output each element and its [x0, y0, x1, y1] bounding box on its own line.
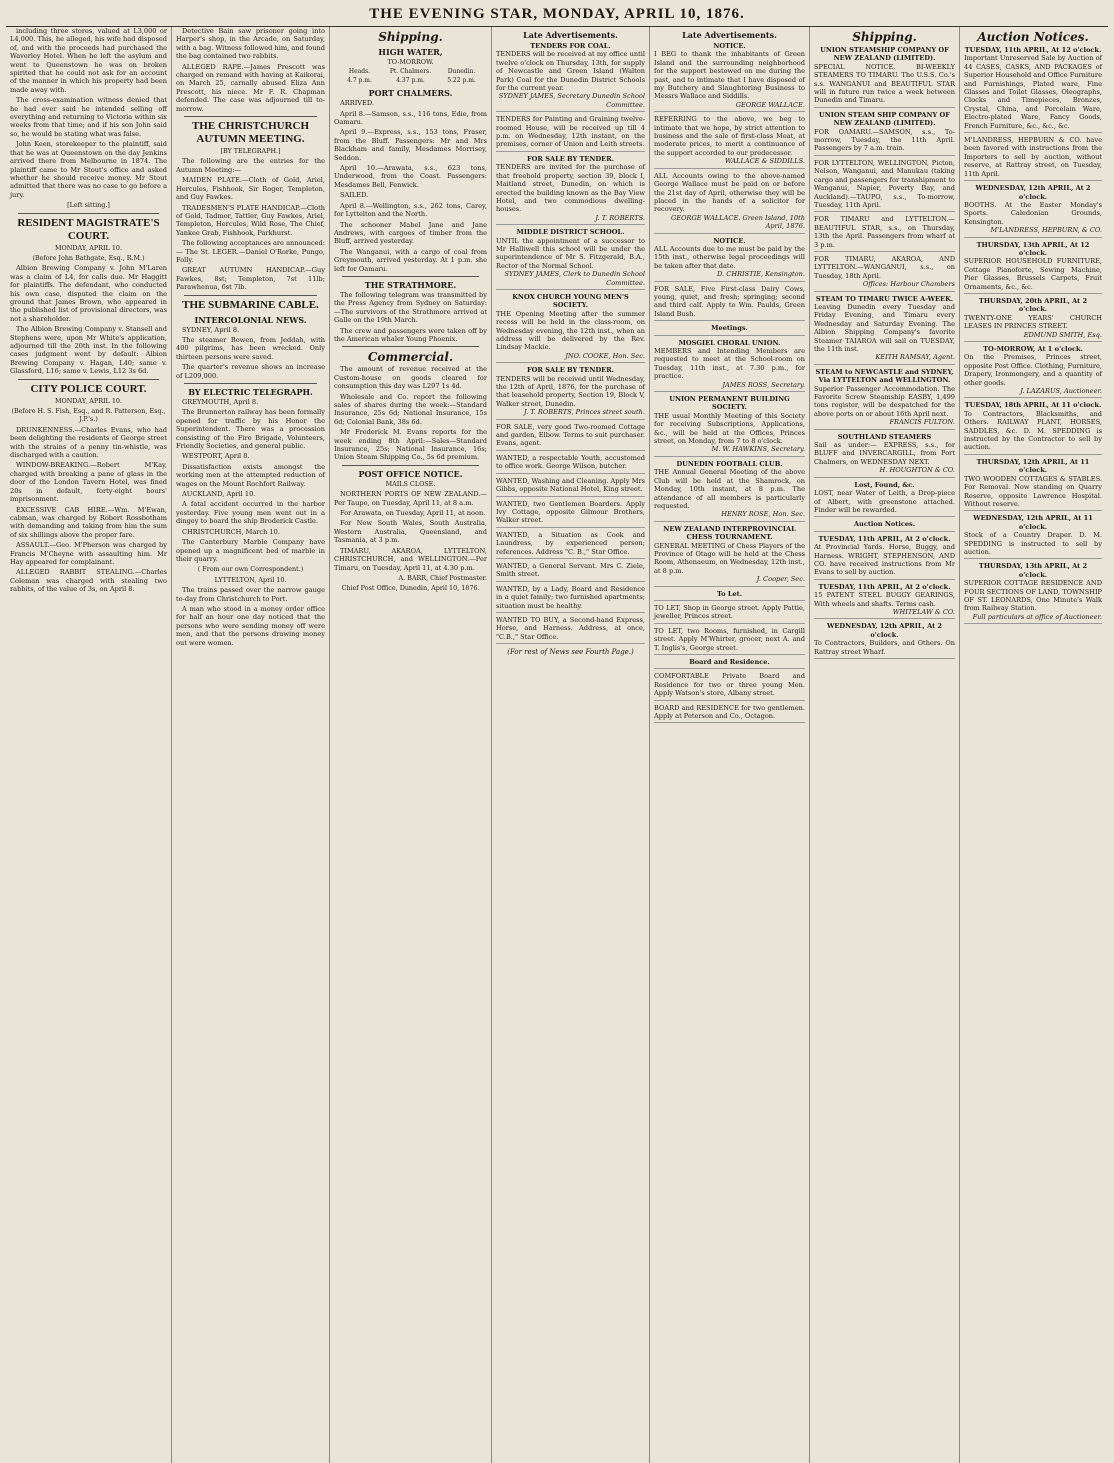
- shipping-paragraph: April 9.—Express, s.s., 153 tons, Fraser, from the Bluff. Passengers: Mr and Mrs Blackham and family, Mesdames Morrisey, Seddon.: [334, 128, 487, 162]
- port-title: PORT CHALMERS.: [368, 88, 453, 99]
- tide-entry: [436, 68, 487, 85]
- advertisement: [654, 338, 805, 392]
- ad-signature: Full particulars at office of Auctioneer.: [972, 612, 1102, 621]
- cable-paragraph: The quarter's revenue shows an increase of L209,000.: [176, 363, 325, 380]
- cable-paragraph: The steamer Bowen, from Jeddah, with 400 pilgrims, has been wrecked. Only thirteen persons were saved.: [176, 335, 325, 361]
- ad-signature: HENRY ROSE, Hon. Sec.: [721, 510, 805, 519]
- lyttelton-paragraph: A man who stood in a money order office for half an hour one day noticed that the persons who were sending money off were men, and that the persons drawing money out were women.: [176, 604, 325, 647]
- cable-paragraph: SYDNEY, April 8.: [182, 325, 240, 334]
- late-ads-title: Late Advertisements.: [523, 30, 618, 40]
- telegraph-paragraph: WESTPORT, April 8.: [182, 452, 250, 461]
- ad-body: TENDERS will be received until Wednesday, the 12th of April, 1876, for the purchase of that leasehold property, Section 19, Block V, Walker street, Dunedin.: [496, 374, 645, 408]
- post-office-line: Chief Post Office, Dunedin, April 10, 1876.: [341, 584, 480, 593]
- advertisement: [654, 284, 805, 322]
- advertisement: [964, 457, 1102, 511]
- ad-title: WEDNESDAY, 12th APRIL, At 2 o'clock.: [975, 184, 1091, 201]
- ad-title: SOUTHLAND STEAMERS: [837, 432, 932, 441]
- advertisement: [496, 41, 645, 112]
- advertisement: [496, 561, 645, 582]
- ad-body: SUPERIOR COTTAGE RESIDENCE AND FOUR SECTIONS OF LAND, TOWNSHIP OF ST. LEONARDS, One Minute's Walk from Railway Station.: [964, 579, 1102, 613]
- ad-signature: J. Cooper, Sec.: [756, 575, 805, 584]
- ad-body: I BEG to thank the inhabitants of Green Island and the surrounding neighborhood for the support bestowed on me during the past, and to intimate that I have disposed of my Butchery and Slaughtering Business to Messrs Wallace and Siddills.: [654, 50, 805, 101]
- court-date: MONDAY, APRIL 10.: [54, 243, 122, 252]
- advertisement: [814, 45, 955, 108]
- police-paragraph: DRUNKENNESS.—Charles Evans, who had been delighting the residents of George street with the strains of a penny tin-whistle, was discharged with a caution.: [10, 425, 167, 460]
- ad-title: MOSGIEL CHORAL UNION.: [678, 338, 781, 347]
- ad-body: At Provincial Yards. Horse, Buggy, and Harness. WRIGHT, STEPHENSON, AND CO. have received instructions from Mr Evans to sell by auction.: [814, 543, 955, 577]
- ad-body: FOR TIMARU, AKAROA, AND LYTTELTON.—WANGANUI, s.s., on Tuesday, 18th April.: [814, 254, 955, 280]
- ad-body: WANTED, Washing and Cleaning. Apply Mrs Gibbs, opposite National Hotel, King street.: [496, 476, 645, 494]
- ad-body: SPECIAL NOTICE. BI-WEEKLY STEAMERS TO TIMARU. The U.S.S. Co.'s s.s. WANGANUI and BEAUTIFUL STAR will in future run twice a week between Dunedin and Timaru.: [814, 62, 955, 105]
- advertisement: [964, 45, 1102, 133]
- advertisement: [496, 422, 645, 451]
- race-paragraph: The following acceptances are announced:— The St. LEGER.—Daniel O'Rorke, Pungo, Folly.: [176, 239, 325, 264]
- ad-signature: M'LANDRESS, HEPBURN, & CO.: [990, 226, 1102, 235]
- cc-title: THE CHRISTCHURCH AUTUMN MEETING.: [191, 120, 310, 146]
- telegraph-paragraph: Dissatisfaction exists amongst the working men at the attempted reduction of wages on the Mount Rochfort Railway.: [176, 462, 325, 488]
- advertisement: [964, 296, 1102, 342]
- ad-signature: GEORGE WALLACE.: [735, 100, 805, 109]
- ad-body: WANTED, two Gentlemen Boarders. Apply Ivy Cottage, opposite Gilmour Brothers, Walker street.: [496, 499, 645, 525]
- tide-place: Dunedin.: [447, 68, 476, 76]
- advertisement: [654, 171, 805, 234]
- high-water-sub: TO-MORROW.: [387, 58, 434, 66]
- ad-signature: M. W. HAWKINS, Secretary.: [711, 445, 805, 454]
- court-title: RESIDENT MAGISTRATE'S COURT.: [17, 216, 160, 242]
- column-5: [650, 27, 810, 1463]
- race-paragraph: TRADESMEN'S PLATE HANDICAP.—Cloth of Gold, Tadmor, Tattler, Guy Fawkes, Ariel, Templeton, Hercules, Wild Rose, The Chief, Yankee Grab, Fishhook, Parkhurst.: [176, 203, 325, 237]
- ad-body: TENDERS are invited for the purchase of that freehold property, section 39, block I, Maitland street, Dunedin, on which is erected the building known as the Bay View Hotel, and two commodious dwelling-houses.: [496, 163, 645, 214]
- ad-title: Auction Notices.: [853, 520, 916, 529]
- ad-body: THE Annual General Meeting of the above Club will be held at the Shamrock, on Monday, 10th instant, at 8 p.m. The attendance of all members is particularly requested.: [654, 468, 805, 510]
- tide-table: [334, 68, 487, 85]
- ad-body: TWO WOODEN COTTAGES & STABLES. For Removal. Now standing on Quarry Reserve, opposite Lawrence Hospital. Without reserve.: [964, 474, 1102, 508]
- advertisement: [496, 154, 645, 225]
- ad-body: WANTED, a General Servant. Mrs C. Ziele, Smith street.: [496, 561, 645, 579]
- ad-body: TO LET, Shop in George street. Apply Pattie, jeweller, Princes street.: [654, 603, 805, 621]
- shipping-paragraph: April 10.—Arawata, s.s., 623 tons, Underwood, from the Coast. Passengers: Mesdames Bell, Fenwick.: [334, 164, 487, 189]
- ad-body: BOARD and RESIDENCE for two gentlemen. Apply at Peterson and Co., Octagon.: [654, 703, 805, 721]
- post-title: POST OFFICE NOTICE.: [358, 468, 463, 479]
- ad-title: TENDERS FOR COAL.: [530, 42, 611, 50]
- advertisement: [496, 615, 645, 644]
- court-paragraph: Albion Brewing Company v. John M'Laren was a claim of L4, for calls due. Mr Haggitt for plaintiffs. The defendant, who conducted his own case, disputed the claim on the ground that James Brown, who appeared in the published list of provisional directors, was not a shareholder.: [10, 264, 167, 323]
- advertisement: [964, 513, 1102, 559]
- ad-title: THURSDAY, 13th APRIL, At 12 o'clock.: [976, 240, 1090, 257]
- ad-title: KNOX CHURCH YOUNG MEN'S SOCIETY.: [512, 292, 629, 310]
- ad-title: Board and Residence.: [689, 658, 770, 666]
- ad-signature: GEORGE WALLACE. Green Island, 10th April, 1876.: [671, 213, 805, 231]
- article-paragraph: ALLEGED RAPE.—James Prescott was charged on remand with having at Kaikorai, on March 25, carnally abused Eliza Ann Prescott, his niece. Mr F. R. Chapman defended. The case was adjourned till to-morrow.: [176, 62, 325, 113]
- strathmore-title: THE STRATHMORE.: [364, 279, 457, 290]
- ad-signature: JNO. COOKE, Hon. Sec.: [565, 351, 645, 360]
- shipping-paragraph: The Wanganui, with a cargo of coal from Greymouth, arrived yesterday. At 1 p.m. she left for Oamaru.: [334, 247, 487, 273]
- ad-title: UNION PERMANENT BUILDING SOCIETY.: [669, 395, 790, 412]
- ad-signature: FRANCIS FULTON.: [889, 418, 955, 427]
- ad-body: TENDERS for Painting and Graining twelve-roomed House, will be received up till 4 p.m. on Wednesday, 12th instant, on the premises, corner of Union and Leith streets.: [496, 115, 645, 149]
- ad-body: UNTIL the appointment of a successor to Mr Halliwell this school will be under the superintendence of Mr S. Fitzgerald, B.A., Rector of the Normal School.: [496, 236, 645, 270]
- ad-body: Important Unreserved Sale by Auction of 44 CASES, CASKS, AND PACKAGES of Superior Household and Office Furniture and Furnishings, Plated ware, Fine Glasses and Toilet Glasses, Oleographs, Clocks and Timepieces, Bronzes, Crystal, China, and Porcelain Ware, Electro-plated Ware, Fancy Goods, French Furniture, &c., &c., &c.: [964, 54, 1102, 130]
- advertisement: [654, 657, 805, 669]
- race-paragraph: GREAT AUTUMN HANDICAP.—Guy Fawkes, 8st; Templeton, 7st 11lb; Parawhenua, 6st 7lb.: [176, 266, 325, 292]
- advertisement: [496, 453, 645, 474]
- ad-signature: SYDNEY JAMES, Secretary Dunedin School Committee.: [498, 92, 645, 109]
- ad-body: Sail as under:— EXPRESS, s.s., for BLUFF and INVERCARGILL, from Port Chalmers, on WEDNESDAY NEXT.: [814, 441, 955, 466]
- advertisement: [654, 323, 805, 335]
- police-paragraph: WINDOW-BREAKING.—Robert M'Kay, charged with breaking a pane of glass in the door of the London Tavern Hotel, was fined 20s in default, forty-eight hours' imprisonment.: [10, 461, 167, 504]
- police-paragraph: ASSAULT.—Geo. M'Pherson was charged by Francis M'Cheyne with assaulting him. Mr Hay appeared for complainant.: [10, 541, 167, 566]
- advertisement: [964, 344, 1102, 398]
- ad-signature: EDMUND SMITH, Esq.: [1023, 330, 1102, 339]
- ad-body: COMFORTABLE Private Board and Residence for two or three young Men. Apply Watson's store, Albany street.: [654, 672, 805, 698]
- advertisement: [964, 561, 1102, 624]
- post-paragraph: NORTHERN PORTS OF NEW ZEALAND.—Per Taupo, on Tuesday, April 11, at 8 a.m.: [334, 490, 487, 507]
- ad-title: UNION STEAMSHIP COMPANY OF NEW ZEALAND (LIMITED).: [820, 46, 949, 63]
- shipping-title-2: Shipping.: [852, 30, 917, 44]
- ad-signature: SYDNEY JAMES, Clerk to Dunedin School Committee.: [504, 270, 645, 287]
- late-ads-title-2: Late Advertisements.: [682, 30, 777, 40]
- post-paragraph: TIMARU, AKAROA, LYTTELTON, CHRISTCHURCH, and WELLINGTON.—Per Timaru, on Tuesday, April 11, at 4.30 p.m.: [334, 546, 487, 572]
- advertisement: [654, 603, 805, 624]
- advertisement: [814, 534, 955, 580]
- masthead: THE EVENING STAR, MONDAY, APRIL 10, 1876.: [6, 4, 1108, 27]
- advertisement: [496, 476, 645, 497]
- ad-signature: J. T. ROBERTS.: [595, 213, 645, 222]
- ad-body: WANTED TO BUY, a Second-hand Express, Horse, and Harness. Address, at once, "C.B.," Star Office.: [496, 615, 645, 641]
- ad-body: FOR LYTTELTON, WELLINGTON, Picton, Nelson, Wanganui, and Manukau (taking cargo and passengers for transhipment to Wanganui, Napier, Poverty Bay, and Auckland).—TAUPO, s.s., To-morrow, Tuesday, 11th April.: [814, 158, 955, 209]
- shipping-paragraph: April 8.—Samson, s.s., 116 tons, Edie, from Oamaru.: [334, 109, 487, 127]
- ad-body: TWENTY-ONE YEARS' CHURCH LEASES IN PRINCES STREET.: [964, 313, 1102, 331]
- tide-place: Pt. Chalmers.: [389, 68, 432, 76]
- ad-title: THURSDAY, 20th APRIL, At 2 o'clock.: [978, 296, 1088, 314]
- advertisement: [814, 254, 955, 292]
- strathmore-paragraph: The following telegram was transmitted by the Press Agency from Sydney on Saturday:—The survivors of the Strathmore arrived at Galle on the 19th March.: [334, 290, 487, 325]
- advertisement: [654, 459, 805, 522]
- tide-entry: [334, 68, 385, 85]
- ad-body: M'LANDRESS, HEPBURN & CO. have been favored with instructions from the Importers to sell by auction, without reserve, at Rattray street, on Tuesday, 11th April.: [964, 136, 1102, 178]
- ad-title: UNION STEAM SHIP COMPANY OF NEW ZEALAND (LIMITED).: [818, 110, 950, 128]
- ad-body: Stock of a Country Draper. D. M. SPEDDING is instructed to sell by auction.: [964, 531, 1102, 556]
- ad-body: FOR SALE, Five First-class Dairy Cows, young, quiet, and fresh; springing; second and third calf. Apply to Wm. Paulds, Green Island Bush.: [654, 284, 805, 318]
- ad-signature: WALLACE & SIDDILLS.: [724, 157, 805, 166]
- ad-body: REFERRING to the above, we beg to intimate that we hope, by strict attention to business and the sale of first-class Meat, at moderate prices, to merit a continuance of the support accorded to our predecessor.: [654, 115, 805, 157]
- ad-body: FOR TIMARU and LYTTELTON.—BEAUTIFUL STAR, s.s., on Thursday, 13th the April. Passengers from wharf at 3 p.m.: [814, 215, 955, 249]
- advertisement: [814, 519, 955, 531]
- advertisement: [814, 582, 955, 620]
- column-7: [960, 27, 1106, 1463]
- ad-body: Superior Passenger Accommodation. The Favorite Screw Steamship EASBY, 1,499 tons register, will be despatched for the above ports on or about 16th April next.: [814, 384, 955, 418]
- post-sub: MAILS CLOSE.: [385, 479, 436, 488]
- advertisement: [814, 158, 955, 212]
- advertisement: [814, 214, 955, 252]
- court-before: (Before John Bathgate, Esq., R.M.): [32, 253, 145, 262]
- ad-title: TUESDAY, 18th APRIL, At 11 o'clock.: [964, 401, 1102, 410]
- advertisement: [654, 626, 805, 655]
- advertisement: [814, 480, 955, 518]
- advertisement: [654, 114, 805, 168]
- ad-body: GENERAL MEETING of Chess Players of the Province of Otago will be held at the Chess Room, Athenaeum, on Wednesday, 12th inst., at 8 p.m.: [654, 541, 805, 575]
- ad-body: Leaving Dunedin every Tuesday and Friday Evening, and Timaru every Wednesday and Saturday Evening. The Albion Shipping Company's favorite Steamer TAIAROA will sail on TUESDAY, the 11th inst.: [814, 302, 955, 353]
- high-water-title: HIGH WATER,: [378, 47, 443, 57]
- columns: [6, 27, 1108, 1463]
- advertisement: [964, 240, 1102, 294]
- tide-entry: [385, 68, 436, 85]
- court-paragraph: The Albion Brewing Company v. Stansell and Stephens were, upon Mr White's application, adjourned till the 20th inst. In the following cases judgment went by default: Albion Brewing Company v. Hagan, L40; same v. Glassford, L16; same v. Lewis, L12 3s 6d.: [10, 325, 167, 376]
- ad-title: DUNEDIN FOOTBALL CLUB.: [676, 459, 783, 468]
- shipping-paragraph: The schooner Mabel Jane and Jane Andrews, with cargoes of timber from the Bluff, arrived yesterday.: [334, 220, 487, 246]
- ad-signature: J. T. ROBERTS, Princes street south.: [523, 408, 645, 417]
- advertisement: [496, 292, 645, 363]
- news-footnote: (For rest of News see Fourth Page.): [507, 648, 634, 657]
- ad-title: THURSDAY, 13th APRIL, At 2 o'clock.: [978, 562, 1088, 579]
- ad-title: NEW ZEALAND INTERPROVINCIAL CHESS TOURNAMENT.: [663, 524, 796, 542]
- ad-body: SUPERIOR HOUSEHOLD FURNITURE, Cottage Pianoforte, Sewing Machine, Pier Glasses, Brussels Carpets, Fruit Ornaments, &c., &c.: [964, 257, 1102, 291]
- advertisement: [814, 621, 955, 659]
- telegraph-paragraph: The Brunnerton railway has been formally opened for traffic by his Honor the Superintendent. There was a procession consisting of the Fire Brigade, Volunteers, Friendly Societies, and general public.: [176, 408, 325, 451]
- advertisement: [654, 671, 805, 700]
- police-paragraph: ALLEGED RABBIT STEALING.—Charles Coleman was charged with stealing two rabbits, of the value of 3s, on April 8.: [10, 568, 167, 594]
- ad-title: STEAM TO TIMARU TWICE A-WEEK.: [815, 294, 954, 303]
- advertisement: [496, 530, 645, 559]
- cable-sub: INTERCOLONIAL NEWS.: [194, 314, 307, 325]
- ad-body: 15 PATENT STEEL BUGGY GEARINGS, With wheels and shafts. Terms cash.: [814, 591, 955, 608]
- column-4: [492, 27, 650, 1463]
- advertisement: [654, 589, 805, 601]
- commercial-paragraph: Wholesale and Co. report the following sales of shares during the week:—Standard Insurance, 25s 6d; National Insurance, 15s 6d; Colonial Bank, 38s 6d.: [334, 392, 487, 426]
- ad-body: ALL Accounts owing to the above-named George Wallace must be paid on or before the 21st day of April, otherwise they will be placed in the hands of a solicitor for recovery.: [654, 171, 805, 214]
- article-paragraph: including three stores, valued at L3,000 or L4,000. This, he alleged, his wife had disposed of, and with the proceeds had purchased the Waverley Hotel. When he left the asylum and went to Queenstown he was on broken spirited that he could not ask for an account of the manner in which his property had been made away with.: [10, 27, 167, 94]
- ad-body: To Contractors, Blacksmiths, and Others. RAILWAY PLANT, HORSES, SADDLES, &c. D. M. SPEDDING is instructed by the Contractor to sell by auction.: [964, 409, 1102, 452]
- advertisement: [496, 499, 645, 528]
- ad-title: MIDDLE DISTRICT SCHOOL.: [516, 228, 625, 237]
- ad-signature: J. LAZARUS, Auctioneer.: [1020, 387, 1102, 396]
- cable-title: THE SUBMARINE CABLE.: [182, 298, 319, 311]
- tel-title: BY ELECTRIC TELEGRAPH.: [188, 387, 313, 397]
- ad-body: THE Opening Meeting after the summer recess will be held in the class-room, on Wednesday evening, the 12th inst., when an address will be delivered by the Rev. Lindsay Mackie.: [496, 309, 645, 352]
- ad-body: BOOTHS. At the Easter Monday's Sports. Caledonian Grounds, Kensington.: [964, 200, 1102, 226]
- ad-title: TO-MORROW, At 1 o'clock.: [983, 345, 1083, 353]
- article-paragraph: John Keen, storekeeper to the plaintiff, said that he was at Queenstown on the day Jenkins arrived there from Melbourne in 1874. The plaintiff came to Mr Stout's office and asked whether he should receive money. Mr Stout admitted that there was no case to go before a jury.: [10, 140, 167, 199]
- ad-body: THE usual Monthly Meeting of this Society for receiving Subscriptions, Applications, &c., will be held at the Offices, Princes street, on Monday, from 7 to 8 o'clock.: [654, 411, 805, 446]
- tide-time: 4.7 p.m.: [347, 76, 372, 84]
- ad-signature: WHITELAW & CO.: [892, 607, 955, 616]
- shipping-paragraph: ARRIVED.: [340, 99, 375, 108]
- police-before: (Before H. S. Fish, Esq., and R. Patterson, Esq., J.P.'s.): [11, 407, 166, 424]
- police-title: CITY POLICE COURT.: [30, 382, 147, 395]
- ad-body: MEMBERS and Intending Members are requested to meet at the School-room on Tuesday, 11th inst., at 7.30 p.m., for practice.: [654, 347, 805, 381]
- ad-title: Lost, Found, &c.: [854, 480, 915, 489]
- ad-title: To Let.: [716, 589, 742, 598]
- police-date: MONDAY, APRIL 10.: [54, 396, 122, 405]
- ad-title: FOR SALE BY TENDER.: [527, 154, 614, 163]
- advertisement: [496, 584, 645, 613]
- strathmore-paragraph: The crew and passengers were taken off by the American whaler Young Phoenix.: [334, 326, 487, 343]
- ad-body: To Contractors, Builders, and Others. On Rattray street Wharf.: [814, 639, 955, 656]
- ad-title: THURSDAY, 12th APRIL, At 11 o'clock.: [976, 457, 1090, 475]
- ad-signature: KEITH RAMSAY, Agent.: [875, 353, 955, 362]
- advertisement: [496, 365, 645, 419]
- own-correspondent: ( From our own Correspondent.): [197, 565, 304, 574]
- lyttelton-dateline: LYTTELTON, April 10.: [214, 575, 287, 584]
- column-3: [330, 27, 492, 1463]
- ad-signature: JAMES ROSS, Secretary.: [722, 380, 805, 389]
- telegraph-paragraph: AUCKLAND, April 10.: [182, 490, 256, 499]
- ad-body: WANTED, a Situation as Cook and Laundress, by experienced person; references. Address "C. B.," Star Office.: [496, 530, 645, 556]
- commercial-paragraph: Mr Frederick M. Evans reports for the week ending 8th April:—Sales—Standard Insurance, 25s; National Insurance, 16s; Union Steam Shipping Co., 5s 6d premium.: [334, 428, 487, 462]
- advertisement: [496, 227, 645, 290]
- ad-body: FOR OAMARU.—SAMSON, s.s., To-morrow, Tuesday, the 11th April. Passengers by 7 a.m. train.: [814, 127, 955, 153]
- tide-place: Heads.: [348, 68, 371, 76]
- telegraph-paragraph: The Canterbury Marble Company have opened up a magnificent bed of marble in their quarry.: [176, 538, 325, 563]
- ad-title: TUESDAY, 11th APRIL, At 12 o'clock.: [964, 46, 1102, 54]
- column-1: [6, 27, 172, 1463]
- ad-body: TENDERS will be received at my office until twelve o'clock on Thursday, 13th, for supply of Newcastle and Green Island (Walton Park) Coal for the Dunedin District Schools for the current year.: [496, 50, 645, 93]
- advertisement: [964, 400, 1102, 454]
- ad-body: LOST, near Water of Leith, a Drop-piece of Albert, with greenstone attached. Finder will be rewarded.: [814, 489, 955, 514]
- shipping-title: Shipping.: [378, 30, 443, 44]
- advertisement: [496, 114, 645, 152]
- cc-sub: [BY TELEGRAPH.]: [220, 147, 281, 156]
- advertisement: [814, 367, 955, 430]
- tide-time: 4.37 p.m.: [396, 76, 425, 84]
- police-paragraph: EXCESSIVE CAB HIRE.—Wm. M'Ewan, cabman, was charged by Robert Rossbotham with demanding and taking from him the sum of six shillings above the proper fare.: [10, 505, 167, 539]
- ad-title: TUESDAY, 11th APRIL, At 2 o'clock.: [818, 534, 951, 543]
- telegraph-paragraph: CHRISTCHURCH, March 10.: [182, 527, 280, 536]
- ad-title: WEDNESDAY, 12th APRIL, At 2 o'clock.: [826, 622, 943, 639]
- ad-signature: D. CHRISTIE, Kensington.: [717, 270, 805, 279]
- ad-title: TUESDAY, 11th APRIL, At 2 o'clock.: [818, 582, 951, 591]
- advertisement: [814, 432, 955, 478]
- ad-body: FOR SALE, very good Two-roomed Cottage and garden, Elbow. Terms to suit purchaser. Evans, agent.: [496, 422, 645, 448]
- post-paragraph: For New South Wales, South Australia, Western Australia, Queensland, and Tasmania, at 3 p.m.: [334, 519, 487, 545]
- telegraph-paragraph: A fatal accident occurred in the harbor yesterday. Five young men went out in a dingey to board the ship Broderick Castle.: [176, 500, 325, 526]
- shipping-paragraph: April 8.—Wellington, s.s., 262 tons, Carey, for Lyttelton and the North.: [334, 201, 487, 219]
- auction-title: Auction Notices.: [977, 30, 1089, 44]
- advertisement: [964, 183, 1102, 237]
- column-6: [810, 27, 960, 1463]
- post-signature: A. BARR, Chief Postmaster.: [398, 573, 487, 582]
- ad-title: NOTICE.: [713, 236, 746, 245]
- advertisement: [654, 703, 805, 724]
- post-paragraph: For Arawata, on Tuesday, April 11, at noon.: [340, 509, 486, 518]
- ad-title: NOTICE.: [713, 42, 746, 50]
- ad-signature: Offices: Harbour Chambers: [862, 280, 955, 289]
- ad-title: WEDNESDAY, 12th APRIL, At 11 o'clock.: [973, 514, 1093, 531]
- advertisement: [654, 236, 805, 282]
- telegraph-paragraph: GREYMOUTH, April 8.: [182, 398, 259, 406]
- commercial-paragraph: The amount of revenue received at the Custom-house on goods cleared for consumption this day was L297 1s 4d.: [334, 365, 487, 391]
- advertisement: [654, 41, 805, 112]
- tide-time: 5.22 p.m.: [447, 76, 476, 84]
- advertisement: [814, 110, 955, 156]
- commercial-title: Commercial.: [367, 350, 454, 365]
- ad-signature: H. HOUGHTON & CO.: [879, 466, 955, 475]
- article-paragraph: The cross-examination witness denied that he had ever said he intended selling off everything and returning to Victoria within six weeks from that time; and if his son John said so, he would be stating what was false.: [10, 96, 167, 138]
- ad-body: On the Premises, Princes street, opposite Post Office. Clothing, Furniture, Drapery, Ironmongery, and a quantity of other goods.: [964, 353, 1102, 387]
- race-paragraph: The following are the entries for the Autumn Meeting:—: [176, 157, 325, 174]
- ad-title: Meetings.: [711, 324, 748, 333]
- advertisement: [654, 524, 805, 587]
- lyttelton-paragraph: The trains passed over the narrow gauge to-day from Christchurch to Port.: [176, 586, 325, 603]
- shipping-paragraph: SAILED.: [340, 191, 369, 200]
- advertisement: [964, 135, 1102, 181]
- column-2: [172, 27, 330, 1463]
- article-paragraph: Detective Bain saw prisoner going into Harper's shop, in the Arcade, on Saturday, with a bag. Witness followed him, and found the bag contained two rabbits.: [176, 27, 325, 61]
- ad-body: WANTED, a respectable Youth, accustomed to office work. George Wilson, butcher.: [496, 453, 645, 471]
- ad-body: TO LET, two Rooms, furnished, in Cargill street. Apply M'Whirter, grocer, next A. and T. Inglis's, George street.: [654, 626, 805, 652]
- ad-title: STEAM to NEWCASTLE and SYDNEY, Via LYTTELTON and WELLINGTON.: [815, 367, 954, 385]
- ad-title: FOR SALE BY TENDER.: [527, 366, 614, 375]
- ad-body: ALL Accounts due to me must be paid by the 15th inst., otherwise legal proceedings will be taken after that date.: [654, 244, 805, 270]
- left-sitting-note: [Left sitting.]: [67, 201, 110, 210]
- advertisement: [654, 394, 805, 457]
- race-paragraph: MAIDEN PLATE.—Cloth of Gold, Ariel, Hercules, Fishhook, Sir Roger, Templeton, and Guy Fawkes.: [176, 176, 325, 202]
- advertisement: [814, 294, 955, 365]
- ad-body: WANTED, by a Lady, Board and Residence in a quiet family; two furnished apartments; situation must be healthy.: [496, 584, 645, 610]
